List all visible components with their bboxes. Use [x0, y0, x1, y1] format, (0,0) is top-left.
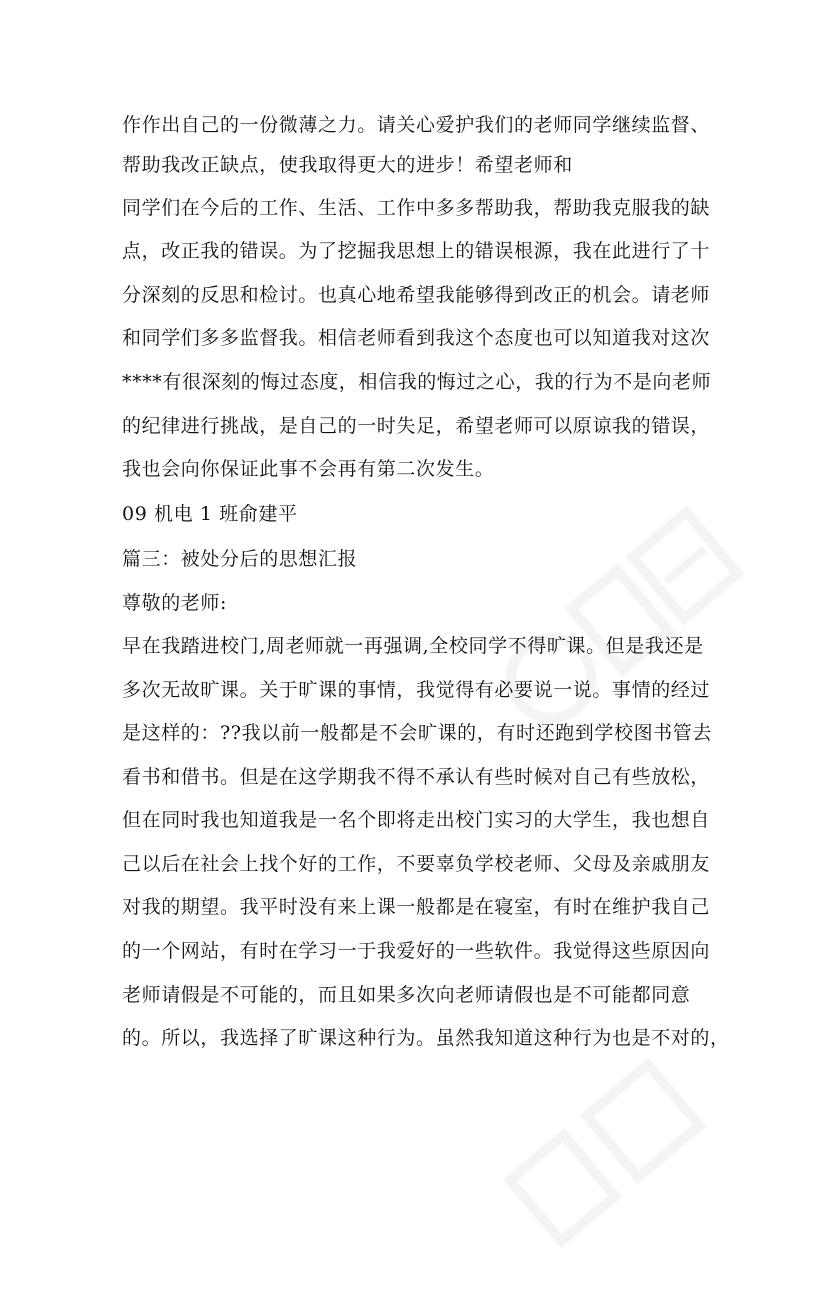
text-line: 点，改正我的错误。为了挖掘我思想上的错误根源，我在此进行了十	[122, 240, 711, 262]
text-line: 但在同时我也知道我是一名个即将走出校门实习的大学生，我也想自	[122, 809, 711, 831]
signature-line: 09 机电 1 班俞建平	[122, 503, 298, 525]
text-line: 早在我踏进校门,周老师就一再强调,全校同学不得旷课。但是我还是	[122, 635, 704, 657]
text-line: 对我的期望。我平时没有来上课一般都是在寝室，有时在维护我自己	[122, 896, 711, 918]
text-line: 己以后在社会上找个好的工作，不要辜负学校老师、父母及亲戚朋友	[122, 853, 711, 875]
text-line: 多次无故旷课。关于旷课的事情，我觉得有必要说一说。事情的经过	[122, 679, 711, 701]
text-line: 同学们在今后的工作、生活、工作中多多帮助我，帮助我克服我的缺	[122, 197, 711, 219]
text-line: 分深刻的反思和检讨。也真心地希望我能够得到改正的机会。请老师	[122, 284, 711, 306]
text-line: 和同学们多多监督我。相信老师看到我这个态度也可以知道我对这次	[122, 327, 711, 349]
salutation: 尊敬的老师:	[122, 592, 228, 614]
text-line: ****有很深刻的悔过态度，相信我的悔过之心，我的行为不是向老师	[122, 371, 712, 393]
text-line: 老师请假是不可能的，而且如果多次向老师请假也是不可能都同意	[122, 984, 691, 1006]
text-line: 的纪律进行挑战，是自己的一时失足，希望老师可以原谅我的错误，	[122, 415, 711, 437]
text-line: 的一个网站，有时在学习一于我爱好的一些软件。我觉得这些原因向	[122, 940, 711, 962]
text-line: 看书和借书。但是在这学期我不得不承认有些时候对自己有些放松，	[122, 766, 711, 788]
text-line: 是这样的：??我以前一般都是不会旷课的，有时还跑到学校图书管去	[122, 722, 712, 744]
watermark-logo-lower	[441, 967, 799, 1313]
text-line: 的。所以，我选择了旷课这种行为。虽然我知道这种行为也是不对的，	[122, 1027, 730, 1049]
text-line: 作作出自己的一份微薄之力。请关心爱护我们的老师同学继续监督、	[122, 114, 711, 136]
text-line: 我也会向你保证此事不会再有第二次发生。	[122, 458, 495, 480]
text-line: 帮助我改正缺点，使我取得更大的进步！希望老师和	[122, 154, 573, 176]
section-heading: 篇三：被处分后的思想汇报	[122, 548, 358, 570]
